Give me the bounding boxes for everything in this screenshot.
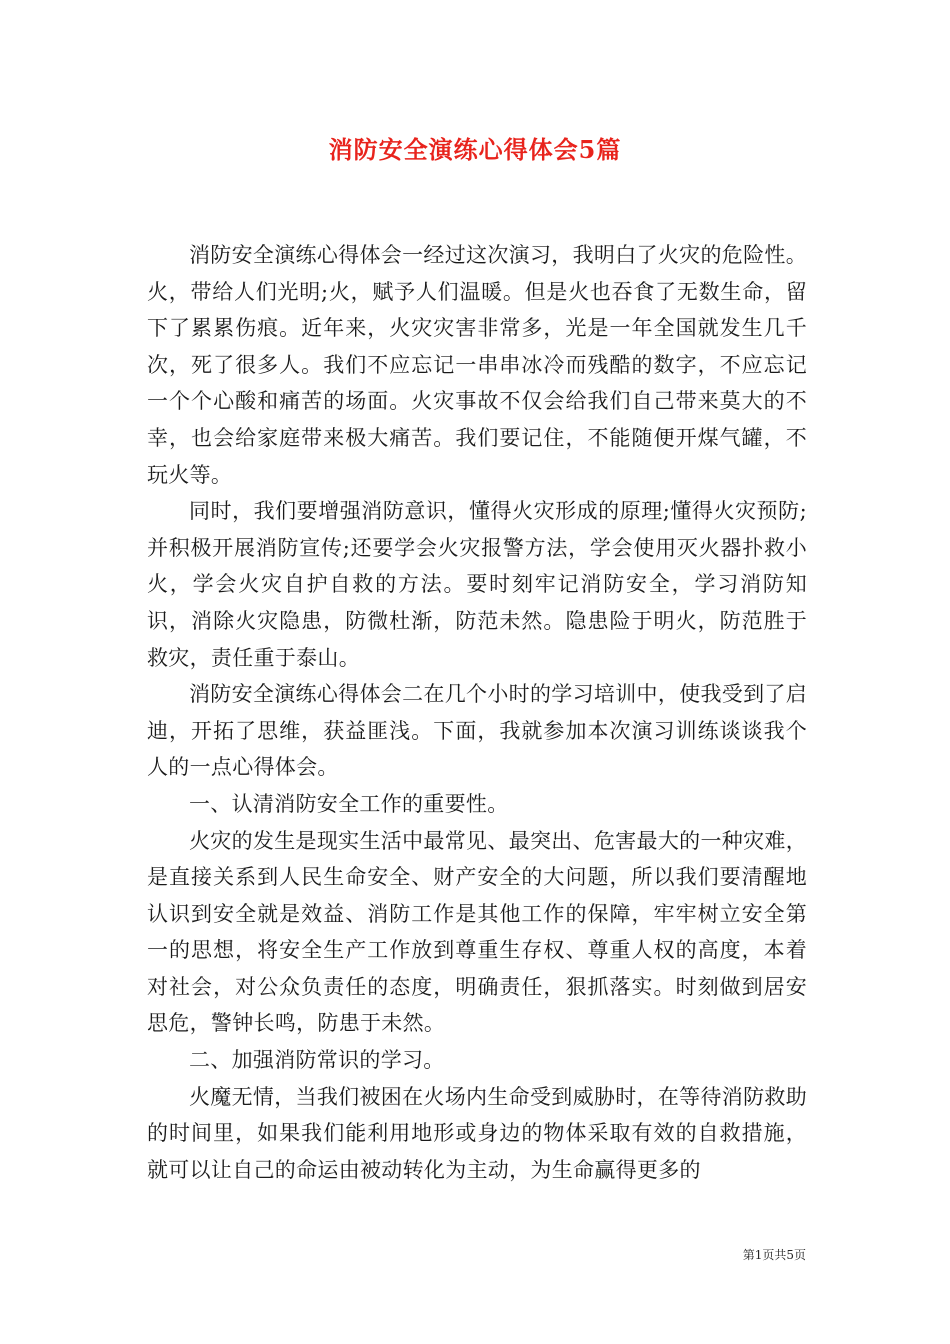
- paragraph: 消防安全演练心得体会一经过这次演习，我明白了火灾的危险性。火，带给人们光明;火，赋予人们温暖。但是火也吞食了无数生命，留下了累累伤痕。近年来，火灾灾害非常多，光是一年全国就发生几千次，死了很多人。我们不应忘记一串串冰冷而残酷的数字，不应忘记一个个心酸和痛苦的场面。火灾事故不仅会给我们自己带来莫大的不幸，也会给家庭带来极大痛苦。我们要记住，不能随便开煤气罐，不玩火等。: [147, 243, 807, 487]
- section-heading: 一、认清消防安全工作的重要性。: [189, 791, 509, 816]
- document-body: [147, 237, 807, 1188]
- paragraph: 消防安全演练心得体会二在几个小时的学习培训中，使我受到了启迪，开拓了思维，获益匪浅。下面，我就参加本次演习训练谈谈我个人的一点心得体会。: [147, 682, 807, 780]
- paragraph: 同时，我们要增强消防意识，懂得火灾形成的原理;懂得火灾预防;并积极开展消防宣传;还要学会火灾报警方法，学会使用灭火器扑救小火，学会火灾自护自救的方法。要时刻牢记消防安全，学习消防知识，消除火灾隐患，防微杜渐，防范未然。隐患险于明火，防范胜于救灾，责任重于泰山。: [147, 499, 807, 670]
- section-heading: 二、加强消防常识的学习。: [189, 1048, 445, 1073]
- paragraph: 火魔无情，当我们被困在火场内生命受到威胁时，在等待消防救助的时间里，如果我们能利用地形或身边的物体采取有效的自救措施，就可以让自己的命运由被动转化为主动，为生命赢得更多的: [147, 1084, 807, 1182]
- document-title: 消防安全演练心得体会5篇: [328, 135, 622, 164]
- page-number: 第1页共5页: [742, 1248, 806, 1262]
- paragraph: 火灾的发生是现实生活中最常见、最突出、危害最大的一种灾难，是直接关系到人民生命安全、财产安全的大问题，所以我们要清醒地认识到安全就是效益、消防工作是其他工作的保障，牢牢树立安全第一的思想，将安全生产工作放到尊重生存权、尊重人权的高度，本着对社会，对公众负责任的态度，明确责任，狠抓落实。时刻做到居安思危，警钟长鸣，防患于未然。: [147, 828, 807, 1036]
